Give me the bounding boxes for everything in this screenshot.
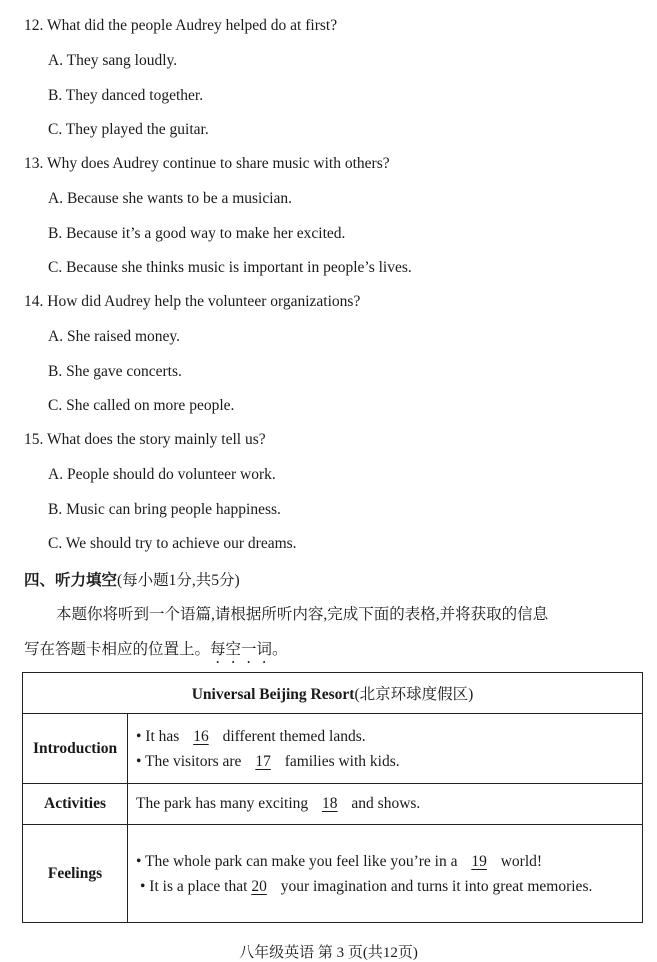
row-content (128, 714, 643, 784)
resort-table (22, 672, 643, 923)
text: world! (500, 852, 543, 870)
row-label: Feelings (23, 825, 128, 923)
option-c: C. They played the guitar. (48, 121, 209, 138)
row-content (128, 825, 643, 923)
table-title-en: Universal Beijing Resort (191, 686, 355, 703)
blank-19: 19 (471, 852, 487, 870)
table-title (23, 673, 643, 714)
instruction-text: 写在答题卡相应的位置上。 (24, 641, 211, 658)
text: The park has many exciting (136, 795, 309, 812)
row-content (128, 784, 643, 825)
option-b: B. Music can bring people happiness. (48, 501, 281, 518)
blank-20: 20 (251, 877, 267, 895)
text: • It is a place that (140, 877, 248, 895)
row-label: Activities (23, 784, 128, 825)
instruction-emphasis: 每空一词 (210, 641, 273, 658)
option-a: A. People should do volunteer work. (48, 466, 276, 483)
page-footer: 八年级英语 第 3 页(共12页) (239, 945, 418, 961)
option-a: A. They sang loudly. (48, 52, 178, 69)
table-title-cn: (北京环球度假区) (354, 686, 474, 703)
section-heading (24, 568, 240, 590)
text: • The whole park can make you feel like you’re in a (136, 852, 458, 870)
instruction-period: 。 (272, 641, 288, 658)
option-c: C. Because she thinks music is important in people’s lives. (48, 259, 412, 276)
table-row-feelings (23, 825, 643, 923)
option-b: B. Because it’s a good way to make her excited. (48, 225, 346, 242)
question-stem: 12. What did the people Audrey helped do at first? (24, 17, 338, 34)
option-c: C. We should try to achieve our dreams. (48, 535, 297, 552)
instruction-line-2 (24, 637, 288, 667)
text: families with kids. (284, 752, 400, 770)
option-a: A. She raised money. (48, 328, 181, 345)
question-stem: 14. How did Audrey help the volunteer organizations? (24, 293, 361, 310)
question-stem: 15. What does the story mainly tell us? (24, 431, 266, 448)
table-row-introduction (23, 714, 643, 784)
text: • It has (136, 727, 180, 745)
text: and shows. (351, 795, 421, 812)
section-title: 四、听力填空 (24, 572, 118, 589)
option-b: B. They danced together. (48, 87, 204, 104)
blank-18: 18 (322, 795, 338, 812)
blank-16: 16 (193, 727, 209, 745)
option-c: C. She called on more people. (48, 397, 235, 414)
section-score-note: (每小题1分,共5分) (117, 572, 240, 589)
text: different themed lands. (222, 727, 366, 745)
table-row-activities (23, 784, 643, 825)
option-a: A. Because she wants to be a musician. (48, 190, 293, 207)
text: your imagination and turns it into great memories. (280, 877, 593, 895)
instruction-line-1: 本题你将听到一个语篇,请根据所听内容,完成下面的表格,并将获取的信息 (56, 606, 549, 623)
row-label: Introduction (23, 714, 128, 784)
blank-17: 17 (255, 752, 271, 770)
question-stem: 13. Why does Audrey continue to share music with others? (24, 155, 390, 172)
option-b: B. She gave concerts. (48, 363, 182, 380)
text: • The visitors are (136, 752, 242, 770)
